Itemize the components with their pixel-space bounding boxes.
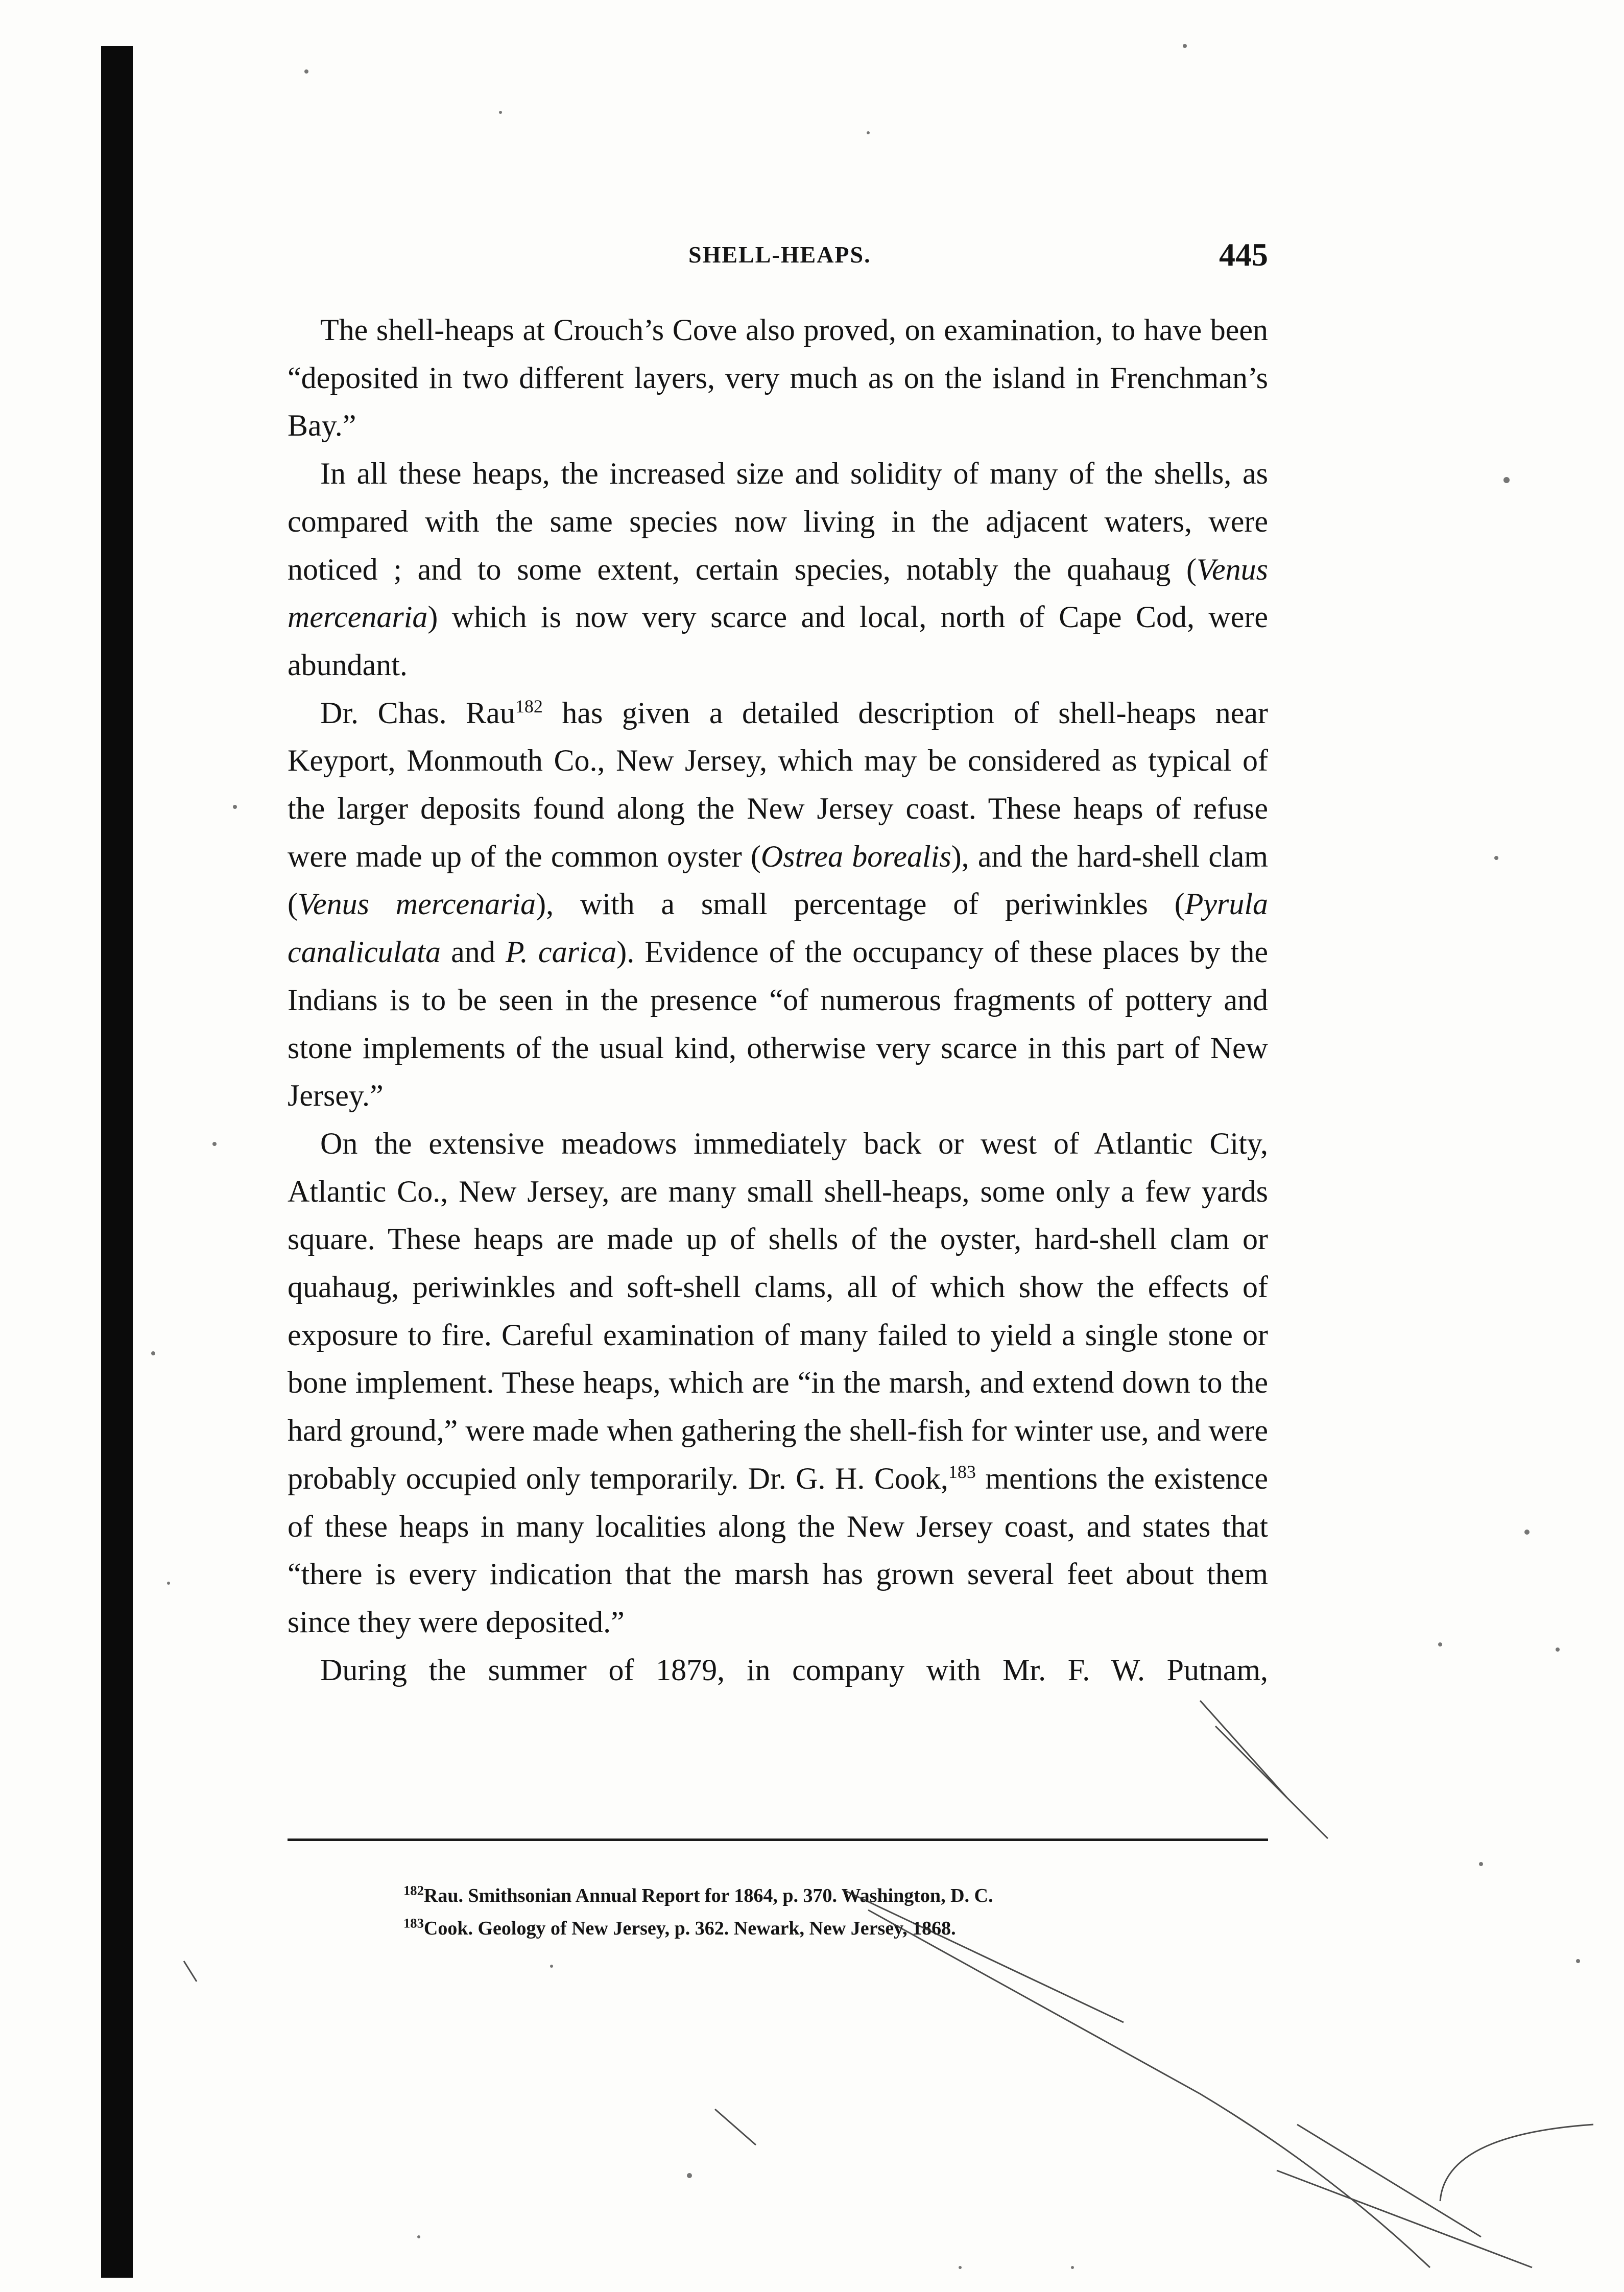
paragraph <box>288 689 1268 1120</box>
running-head <box>288 236 1268 277</box>
footnote-rule <box>288 1839 1268 1841</box>
species-name: Ostrea borealis <box>760 839 951 873</box>
pencil-stroke <box>184 1961 197 1981</box>
pencil-stroke <box>1215 1726 1328 1839</box>
footnote <box>403 1912 1272 1945</box>
pencil-stroke <box>1297 2124 1481 2237</box>
paragraph <box>288 450 1268 689</box>
text-run: In all these heaps, the increased size and solidity of many of the shells, as compared with the same species now living in the adjacent waters, were noticed ; and to some extent, certain species, notably the quahaug ( <box>288 457 1268 586</box>
text-run: has given a detailed description of shell-heaps near Keyport, Monmouth Co., New Jersey, which may be considered as typical of the larger deposits found along the New Jersey coast. These heaps of refuse were made up of the common oyster ( <box>288 696 1268 873</box>
binding-shadow <box>101 46 133 2278</box>
text-run: The shell-heaps at Crouch’s Cove also proved, on examination, to have been “deposited in two different layers, very much as on the island in Frenchman’s Bay.” <box>288 313 1268 443</box>
footnotes <box>403 1879 1272 1945</box>
pencil-stroke <box>1277 2170 1532 2267</box>
text-run: mentions the existence of these heaps in many localities along the New Jersey coast, and states that “there is every indication that the marsh has grown several feet about them since they were deposited.” <box>288 1461 1268 1639</box>
pencil-stroke <box>715 2109 756 2145</box>
text-run: ), with a small percentage of periwinkles ( <box>536 887 1185 921</box>
footnote-marker: 183 <box>403 1915 424 1931</box>
text-run: Dr. Chas. Rau <box>320 696 515 730</box>
text-run: and <box>440 935 506 969</box>
pencil-stroke <box>868 1910 1430 2267</box>
footnote-reference: 183 <box>948 1461 976 1482</box>
paragraph <box>288 1646 1268 1694</box>
footnote-text: Cook. Geology of New Jersey, p. 362. Newark, New Jersey, 1868. <box>423 1918 956 1939</box>
species-name: Venus mercenaria <box>297 887 536 921</box>
footnote-reference: 182 <box>515 696 543 717</box>
paragraph <box>288 1120 1268 1646</box>
text-run: ) which is now very scarce and local, north of Cape Cod, were abundant. <box>288 600 1268 682</box>
pencil-stroke <box>1440 2124 1593 2201</box>
pencil-stroke <box>1200 1701 1287 1798</box>
running-title: SHELL-HEAPS. <box>688 242 871 268</box>
species-name: Venus mercenaria <box>288 552 1268 634</box>
footnote <box>403 1879 1272 1912</box>
footnote-text: Rau. Smithsonian Annual Report for 1864, p. 370. Washington, D. C. <box>423 1885 993 1906</box>
text-run: During the summer of 1879, in company with Mr. F. W. Putnam, <box>320 1653 1268 1687</box>
species-name: P. carica <box>505 935 617 969</box>
footnote-marker: 182 <box>403 1882 424 1898</box>
species-name: Pyrula canaliculata <box>288 887 1268 969</box>
body-text <box>288 306 1268 1694</box>
text-run: On the extensive meadows immediately back or west of Atlantic City, Atlantic Co., New Jersey, are many small shell-heaps, some only a few yards square. These heaps are made up of shells of the oyster, hard-shell clam or quahaug, periwinkles and soft-shell clams, all of which show the effects of exposure to fire. Careful examination of many failed to yield a single stone or bone implement. These heaps, which are “in the marsh, and extend down to the hard ground,” were made when gathering the shell-fish for winter use, and were probably occupied only temporarily. Dr. G. H. Cook, <box>288 1126 1268 1495</box>
text-run: ), and the hard-shell clam ( <box>288 839 1269 921</box>
text-run: ). Evidence of the occupancy of these places by the Indians is to be seen in the presence “of numerous fragments of pottery and stone implements of the usual kind, otherwise very scarce in this part of New Jersey.” <box>288 935 1268 1113</box>
page-number: 445 <box>1219 236 1268 273</box>
paragraph <box>288 306 1268 450</box>
